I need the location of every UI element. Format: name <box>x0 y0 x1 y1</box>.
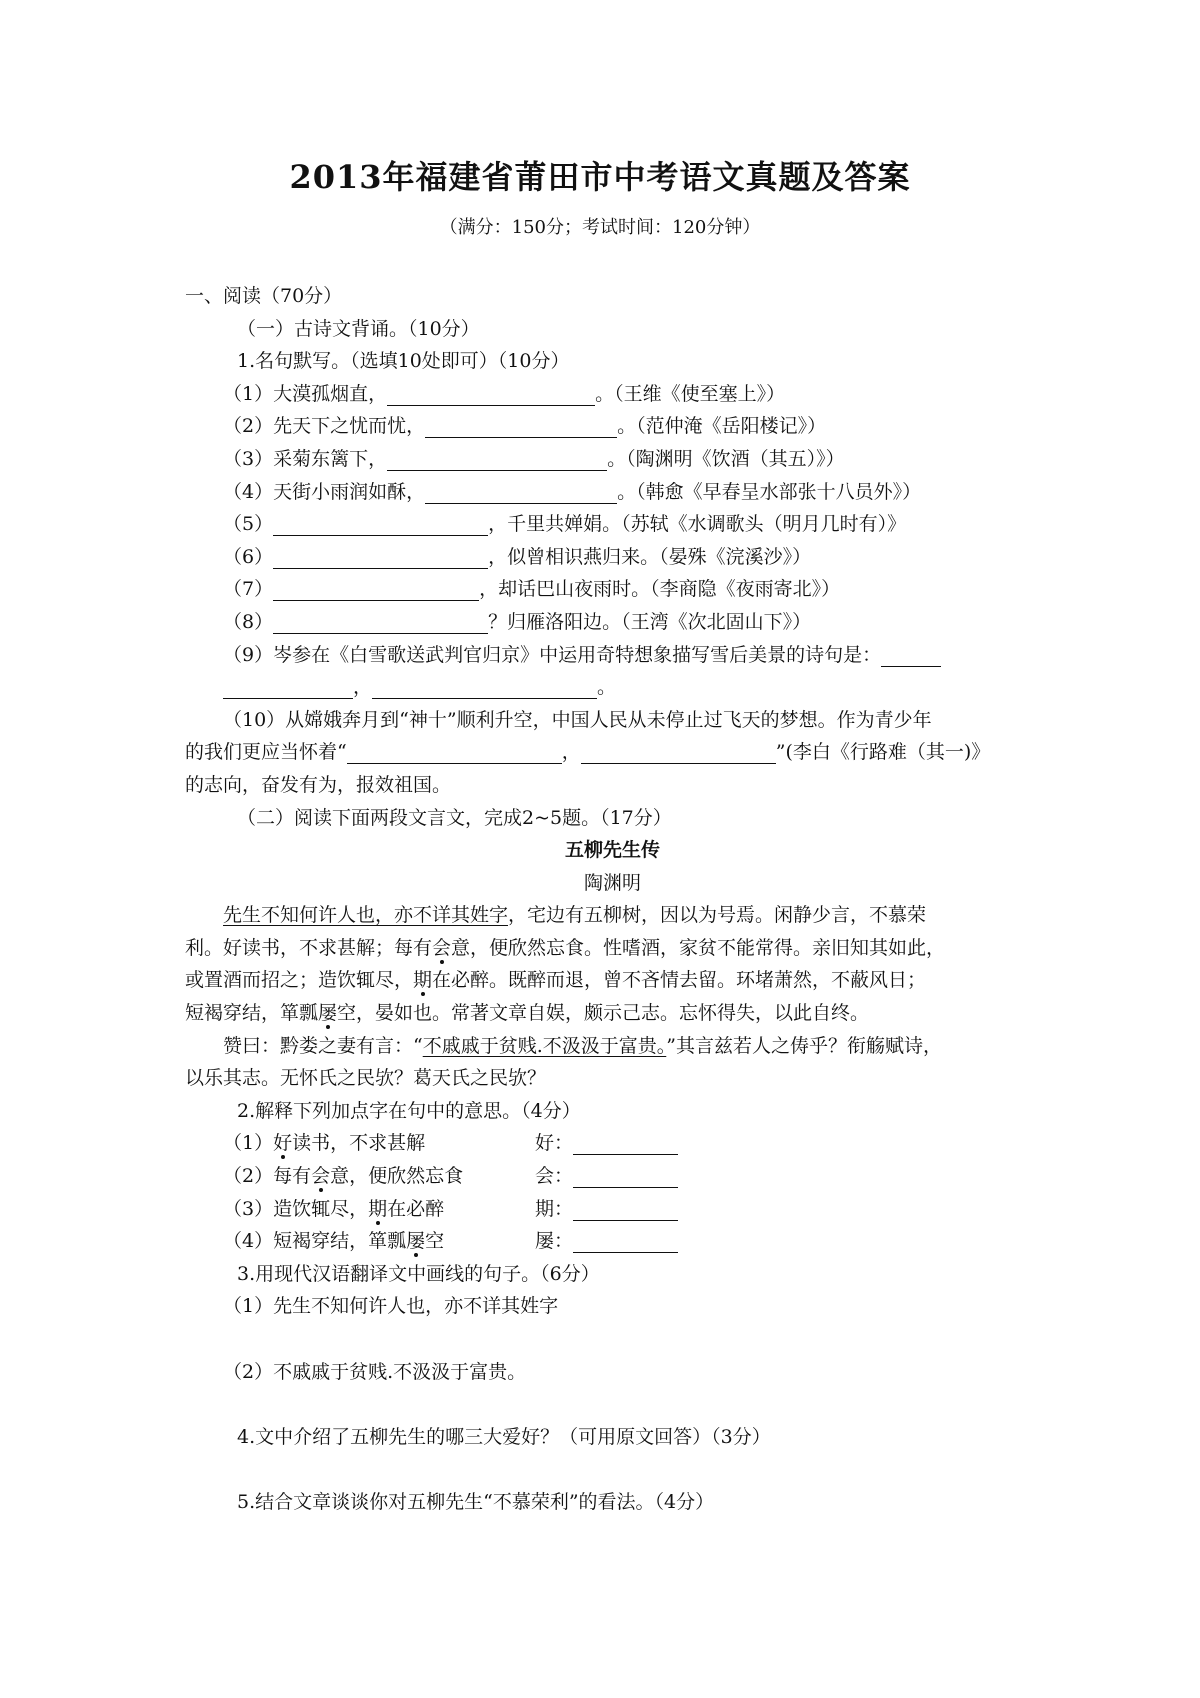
q2-sentence <box>223 1193 535 1226</box>
article-paragraph-1-line2 <box>185 932 1040 965</box>
answer-blank[interactable] <box>223 676 353 699</box>
dotted-char: 期 <box>368 1197 388 1220</box>
row-number: （2） <box>223 1165 274 1188</box>
recite-source: ”(李白《行路难（其一)》 <box>775 741 991 764</box>
recite-item-1 <box>185 378 1040 411</box>
row-number: （4） <box>223 1230 274 1253</box>
q2-heading: 2.解释下列加点字在句中的意思。（4分） <box>237 1099 581 1122</box>
dotted-char: 屡 <box>318 1002 338 1025</box>
recite-item-5 <box>185 508 1040 541</box>
answer-blank[interactable] <box>347 741 562 764</box>
q2-sentence <box>223 1225 535 1258</box>
end-mark: 。 <box>597 676 617 699</box>
q2-row-3 <box>185 1193 1040 1226</box>
recite-prompt: （5） <box>223 513 274 536</box>
q5-heading: 5.结合文章谈谈你对五柳先生“不慕荣利”的看法。（4分） <box>237 1490 715 1513</box>
answer-space[interactable] <box>185 1323 1040 1356</box>
q2-row-1 <box>185 1127 1040 1160</box>
q2-row-2 <box>185 1160 1040 1193</box>
answer-blank[interactable] <box>425 481 617 504</box>
underlined-sentence: 不戚戚于贫贱.不汲汲于富贵。 <box>422 1034 667 1057</box>
answer-blank[interactable] <box>581 741 776 764</box>
article-paragraph-2 <box>185 1030 1040 1063</box>
recite-item-10-cont <box>185 736 1040 769</box>
recite-prompt: （6） <box>223 545 274 568</box>
dotted-char: 会 <box>432 936 452 959</box>
article-text: 利。好读书，不求甚解；每有 <box>185 936 433 959</box>
answer-blank[interactable] <box>273 578 479 601</box>
article-paragraph-1-line3 <box>185 964 1040 997</box>
recite-source: ，似曾相识燕归来。（晏殊《浣溪沙》） <box>488 545 812 568</box>
recite-item-10-end: 的志向，奋发有为，报效祖国。 <box>185 773 452 796</box>
answer-blank[interactable] <box>425 415 617 438</box>
recite-source: 。（范仲淹《岳阳楼记》） <box>617 415 827 438</box>
part1-heading: （一）古诗文背诵。（10分） <box>237 317 480 340</box>
recite-item-7 <box>185 573 1040 606</box>
q2-row-4 <box>185 1225 1040 1258</box>
answer-blank[interactable] <box>573 1165 678 1188</box>
article-text: 赞曰：黔娄之妻有言：“ <box>223 1034 423 1057</box>
answer-space[interactable] <box>185 1388 1040 1421</box>
dotted-char: 会 <box>311 1165 331 1188</box>
sentence-text: 意，便欣然忘食 <box>330 1165 464 1188</box>
q2-sentence <box>223 1160 535 1193</box>
recite-source: 。（王维《使至塞上》） <box>595 382 786 405</box>
article-paragraph-2-line2: 以乐其志。无怀氏之民欤？葛天氏之民欤？ <box>185 1067 547 1090</box>
answer-blank[interactable] <box>273 546 488 569</box>
recite-prompt: （4）天街小雨润如酥， <box>223 480 426 503</box>
recite-item-4 <box>185 476 1040 509</box>
underlined-sentence: 先生不知何许人也，亦不详其姓字 <box>223 904 509 927</box>
q1-heading: 1.名句默写。（选填10处即可）（10分） <box>237 350 570 373</box>
sentence-text: 在必醉 <box>387 1197 445 1220</box>
sentence-text: 造饮辄尽， <box>273 1197 369 1220</box>
answer-label: 会： <box>535 1165 574 1188</box>
sentence-text: 空 <box>425 1230 445 1253</box>
sentence-text: 每有 <box>273 1165 312 1188</box>
q3-heading: 3.用现代汉语翻译文中画线的句子。（6分） <box>237 1262 600 1285</box>
q4-heading: 4.文中介绍了五柳先生的哪三大爱好？（可用原文回答）（3分） <box>237 1425 771 1448</box>
dotted-char: 好 <box>273 1132 293 1155</box>
recite-prompt: （3）采菊东篱下， <box>223 447 388 470</box>
answer-blank[interactable] <box>387 448 607 471</box>
separator: ， <box>561 741 581 764</box>
recite-item-10: （10）从嫦娥奔月到“神十”顺利升空，中国人民从未停止过飞天的梦想。作为青少年 <box>223 708 932 731</box>
answer-blank[interactable] <box>273 611 488 634</box>
article-text: 在必醉。既醉而退，曾不吝情去留。环堵萧然，不蔽风日； <box>432 969 927 992</box>
article-paragraph-1-line4 <box>185 997 1040 1030</box>
article-text: 意，便欣然忘食。性嗜酒，家贫不能常得。亲旧知其如此， <box>451 936 946 959</box>
article-paragraph-1 <box>185 899 1040 932</box>
answer-label: 期： <box>535 1197 574 1220</box>
q3-sentence-2: （2）不戚戚于贫贱.不汲汲于富贵。 <box>223 1360 527 1383</box>
article-text: ，宅边有五柳树，因以为号焉。闲静少言，不慕荣 <box>508 904 927 927</box>
dotted-char: 期 <box>413 969 433 992</box>
row-number: （1） <box>223 1132 274 1155</box>
separator: ， <box>353 676 373 699</box>
q2-sentence <box>223 1127 535 1160</box>
recite-source: ，却话巴山夜雨时。（李商隐《夜雨寄北》） <box>479 578 841 601</box>
recite-item-2 <box>185 410 1040 443</box>
article-text: 短褐穿结，箪瓢 <box>185 1002 319 1025</box>
row-number: （3） <box>223 1197 274 1220</box>
recite-prompt: （2）先天下之忧而忧， <box>223 415 426 438</box>
sentence-text: 短褐穿结，箪瓢 <box>273 1230 407 1253</box>
recite-prompt: 的我们更应当怀着“ <box>185 741 347 764</box>
article-text: 空，晏如也。常著文章自娱，颇示己志。忘怀得失，以此自终。 <box>337 1002 870 1025</box>
answer-label: 好： <box>535 1132 574 1155</box>
q3-sentence-1: （1）先生不知何许人也，亦不详其姓字 <box>223 1295 559 1318</box>
page-subtitle: （满分：150分；考试时间：120分钟） <box>439 217 761 238</box>
answer-label: 屡： <box>535 1230 574 1253</box>
recite-prompt: （8） <box>223 610 274 633</box>
recite-source: 。（韩愈《早春呈水部张十八员外》） <box>617 480 922 503</box>
recite-item-9-cont <box>185 671 1040 704</box>
exam-content <box>185 280 1040 1519</box>
answer-blank[interactable] <box>372 676 597 699</box>
recite-prompt: （7） <box>223 578 274 601</box>
recite-item-6 <box>185 541 1040 574</box>
section-heading: 一、阅读（70分） <box>185 285 343 307</box>
part2-heading: （二）阅读下面两段文言文，完成2~5题。（17分） <box>237 806 672 829</box>
recite-source: ？归雁洛阳边。（王湾《次北固山下》） <box>488 610 812 633</box>
answer-blank[interactable] <box>573 1132 678 1155</box>
article-title: 五柳先生传 <box>564 839 660 862</box>
recite-item-3 <box>185 443 1040 476</box>
recite-item-8 <box>185 606 1040 639</box>
answer-blank[interactable] <box>573 1230 678 1253</box>
recite-source: ，千里共婵娟。（苏轼《水调歌头（明月几时有）》 <box>488 513 907 536</box>
recite-item-9 <box>185 639 1040 672</box>
article-author: 陶渊明 <box>583 871 641 894</box>
answer-space[interactable] <box>185 1453 1040 1486</box>
article-text: ”其言兹若人之俦乎？衔觞赋诗， <box>666 1034 942 1057</box>
recite-prompt: （1）大漠孤烟直， <box>223 382 388 405</box>
sentence-text: 读书，不求甚解 <box>292 1132 426 1155</box>
dotted-char: 屡 <box>406 1230 426 1253</box>
article-text: 或置酒而招之；造饮辄尽， <box>185 969 414 992</box>
answer-blank[interactable] <box>387 383 595 406</box>
recite-source: 。（陶渊明《饮酒（其五）》） <box>607 447 845 470</box>
answer-blank[interactable] <box>273 513 488 536</box>
page-title: 2013年福建省莆田市中考语文真题及答案 <box>289 158 911 196</box>
answer-blank[interactable] <box>881 644 941 667</box>
recite-prompt: （9）岑参在《白雪歌送武判官归京》中运用奇特想象描写雪后美景的诗句是： <box>223 643 882 666</box>
answer-blank[interactable] <box>573 1198 678 1221</box>
